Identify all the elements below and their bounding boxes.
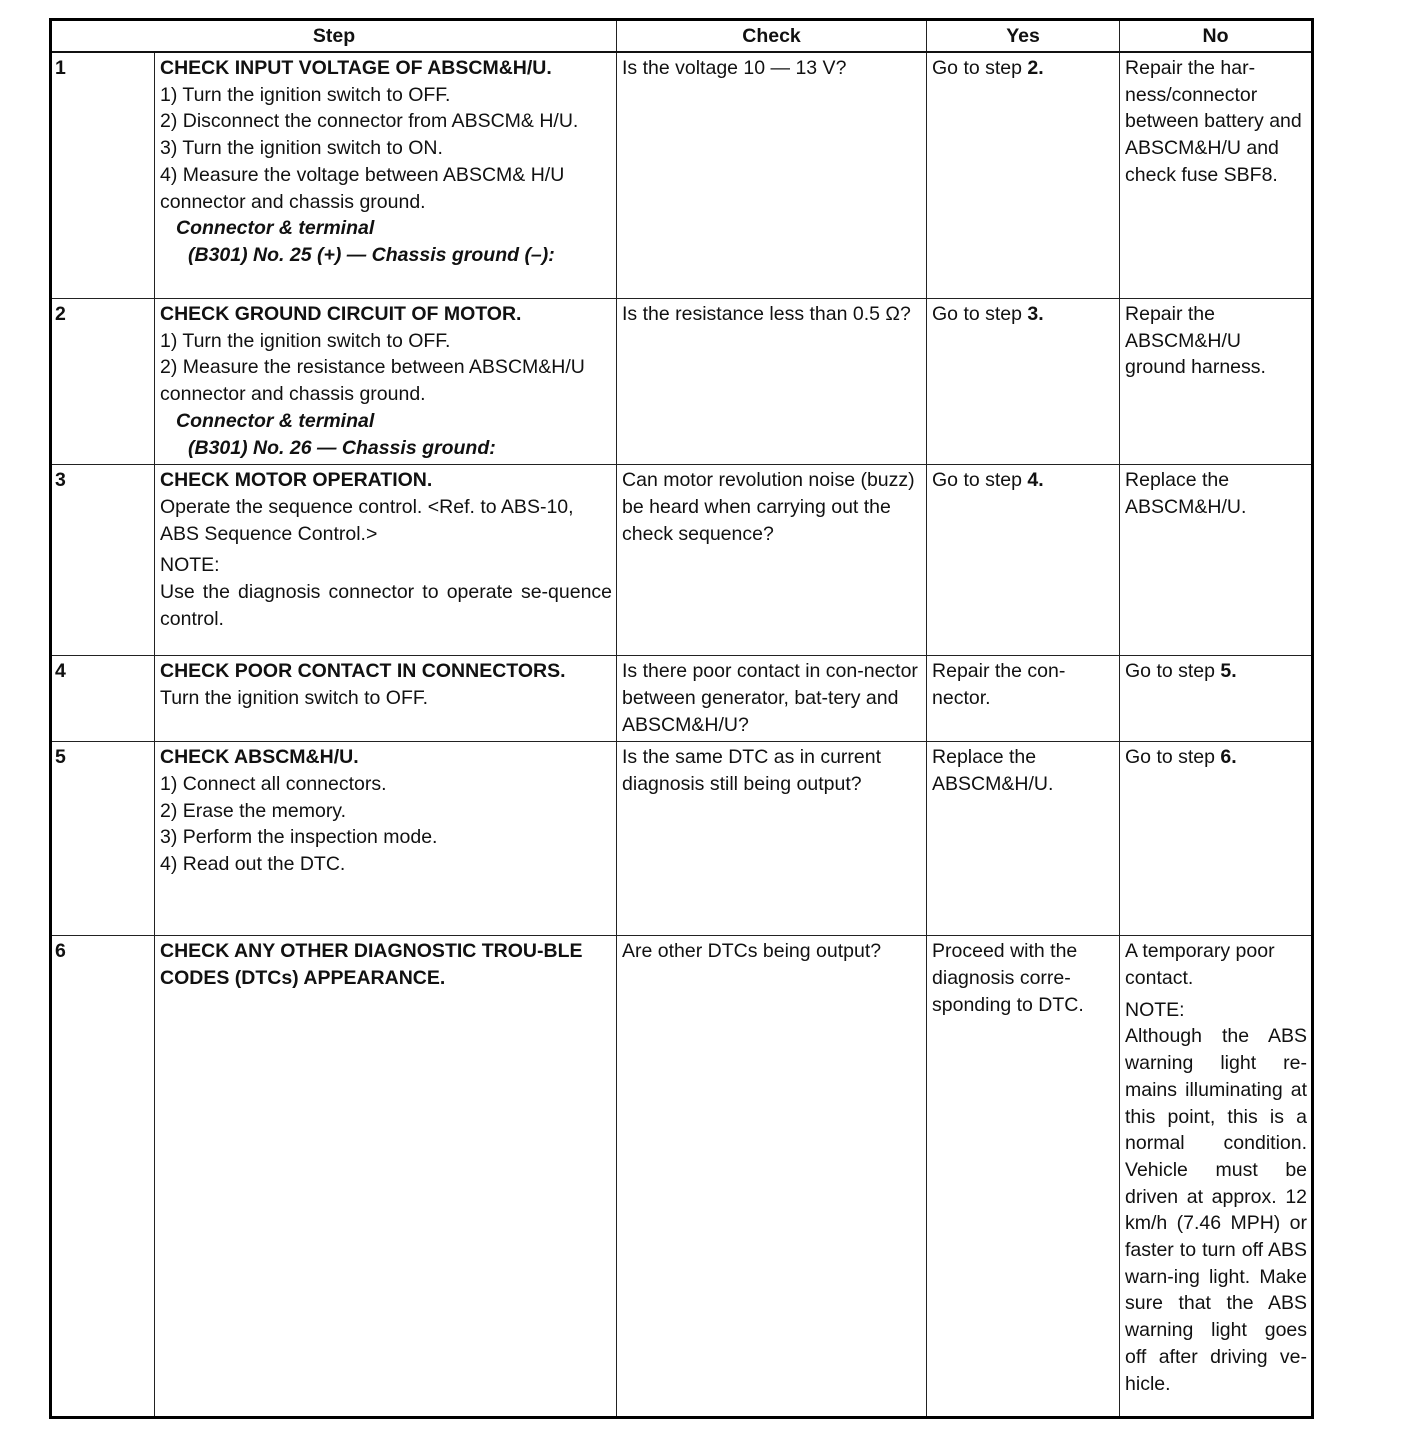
- yes-cell: Replace the ABSCM&H/U.: [927, 742, 1120, 936]
- no-cell: [1120, 742, 1313, 936]
- yes-step-ref: 4.: [1027, 469, 1044, 492]
- step-title: CHECK GROUND CIRCUIT OF MOTOR.: [160, 303, 522, 325]
- step-cell: [155, 299, 617, 465]
- no-step-ref: 5.: [1220, 660, 1237, 683]
- note-text: Use the diagnosis connector to operate se-quence control.: [160, 581, 613, 630]
- step-instruction: 1) Turn the ignition switch to OFF.: [160, 329, 451, 352]
- yes-cell: [927, 299, 1120, 465]
- step-cell: [155, 936, 617, 1418]
- step-text: Turn the ignition switch to OFF.: [160, 686, 429, 709]
- step-number: 6: [51, 936, 155, 1418]
- yes-text: Go to step: [932, 303, 1028, 325]
- check-cell: Is there poor contact in con-nector between generator, bat-tery and ABSCM&H/U?: [617, 656, 927, 742]
- yes-cell: [927, 465, 1120, 656]
- table-row: [51, 299, 1313, 465]
- header-no: No: [1120, 20, 1313, 53]
- step-instruction: 1) Turn the ignition switch to OFF.: [160, 83, 451, 106]
- connector-terminal: (B301) No. 26 — Chassis ground:: [188, 436, 496, 459]
- connector-heading: Connector & terminal: [176, 217, 375, 240]
- no-step-ref: 6.: [1220, 746, 1237, 769]
- check-cell: Is the same DTC as in current diagnosis still being output?: [617, 742, 927, 936]
- note-text: Although the ABS warning light re-mains illuminating at this point, this is a normal condition. Vehicle must be driven at approx. 12 km/h (7.46 MPH) or faster to turn off ABS warn-ing light. Make sure that the ABS warning light goes off after driving ve-hicle.: [1125, 1025, 1308, 1395]
- header-check: Check: [617, 20, 927, 53]
- no-cell: Repair the ABSCM&H/U ground harness.: [1120, 299, 1313, 465]
- connector-heading: Connector & terminal: [176, 409, 375, 432]
- step-instruction: 1) Connect all connectors.: [160, 773, 387, 796]
- no-text: A temporary poor contact.: [1125, 940, 1275, 990]
- no-cell: [1120, 656, 1313, 742]
- check-cell: Is the voltage 10 — 13 V?: [617, 52, 927, 299]
- step-instruction: 4) Measure the voltage between ABSCM& H/U connector and chassis ground.: [160, 163, 565, 213]
- no-cell: Replace the ABSCM&H/U.: [1120, 465, 1313, 656]
- no-cell: Repair the har-ness/connector between battery and ABSCM&H/U and check fuse SBF8.: [1120, 52, 1313, 299]
- note-label: NOTE:: [160, 554, 220, 577]
- check-cell: Can motor revolution noise (buzz) be heard when carrying out the check sequence?: [617, 465, 927, 656]
- step-number: 1: [51, 52, 155, 299]
- header-row: [51, 20, 1313, 53]
- note-label: NOTE:: [1125, 998, 1185, 1021]
- header-yes: Yes: [927, 20, 1120, 53]
- no-text: Go to step: [1125, 660, 1221, 683]
- yes-cell: Proceed with the diagnosis corre-sponding to DTC.: [927, 936, 1120, 1418]
- yes-step-ref: 2.: [1027, 57, 1044, 79]
- step-cell: [155, 742, 617, 936]
- step-title: CHECK INPUT VOLTAGE OF ABSCM&H/U.: [160, 57, 552, 79]
- step-text: Operate the sequence control. <Ref. to ABS-10, ABS Sequence Control.>: [160, 495, 574, 545]
- step-instruction: 2) Disconnect the connector from ABSCM& H/U.: [160, 110, 579, 133]
- step-instruction: 3) Perform the inspection mode.: [160, 826, 438, 849]
- table-row: [51, 656, 1313, 742]
- step-instruction: 2) Measure the resistance between ABSCM&H/U connector and chassis ground.: [160, 356, 585, 406]
- step-number: 2: [51, 299, 155, 465]
- yes-text: Go to step: [932, 469, 1028, 492]
- step-instruction: 3) Turn the ignition switch to ON.: [160, 137, 443, 160]
- diagnostic-procedure-page: [49, 18, 1311, 1419]
- yes-text: Go to step: [932, 57, 1028, 79]
- step-cell: [155, 465, 617, 656]
- diagnostic-table: [49, 18, 1314, 1419]
- step-title: CHECK MOTOR OPERATION.: [160, 469, 433, 492]
- yes-step-ref: 3.: [1027, 303, 1044, 325]
- step-title: CHECK ANY OTHER DIAGNOSTIC TROU-BLE CODES (DTCs) APPEARANCE.: [160, 940, 583, 990]
- no-cell: [1120, 936, 1313, 1418]
- table-row: [51, 742, 1313, 936]
- no-text: Go to step: [1125, 746, 1221, 769]
- step-number: 3: [51, 465, 155, 656]
- connector-terminal: (B301) No. 25 (+) — Chassis ground (–):: [188, 243, 555, 266]
- check-cell: Are other DTCs being output?: [617, 936, 927, 1418]
- table-row: [51, 936, 1313, 1418]
- step-cell: [155, 656, 617, 742]
- step-instruction: 2) Erase the memory.: [160, 799, 347, 822]
- step-title: CHECK ABSCM&H/U.: [160, 746, 359, 769]
- table-row: [51, 465, 1313, 656]
- step-instruction: 4) Read out the DTC.: [160, 853, 346, 876]
- table-row: [51, 52, 1313, 299]
- header-step: Step: [51, 20, 617, 53]
- step-number: 5: [51, 742, 155, 936]
- step-number: 4: [51, 656, 155, 742]
- check-cell: Is the resistance less than 0.5 Ω?: [617, 299, 927, 465]
- yes-cell: [927, 52, 1120, 299]
- yes-cell: Repair the con-nector.: [927, 656, 1120, 742]
- step-cell: [155, 52, 617, 299]
- step-title: CHECK POOR CONTACT IN CONNECTORS.: [160, 660, 566, 683]
